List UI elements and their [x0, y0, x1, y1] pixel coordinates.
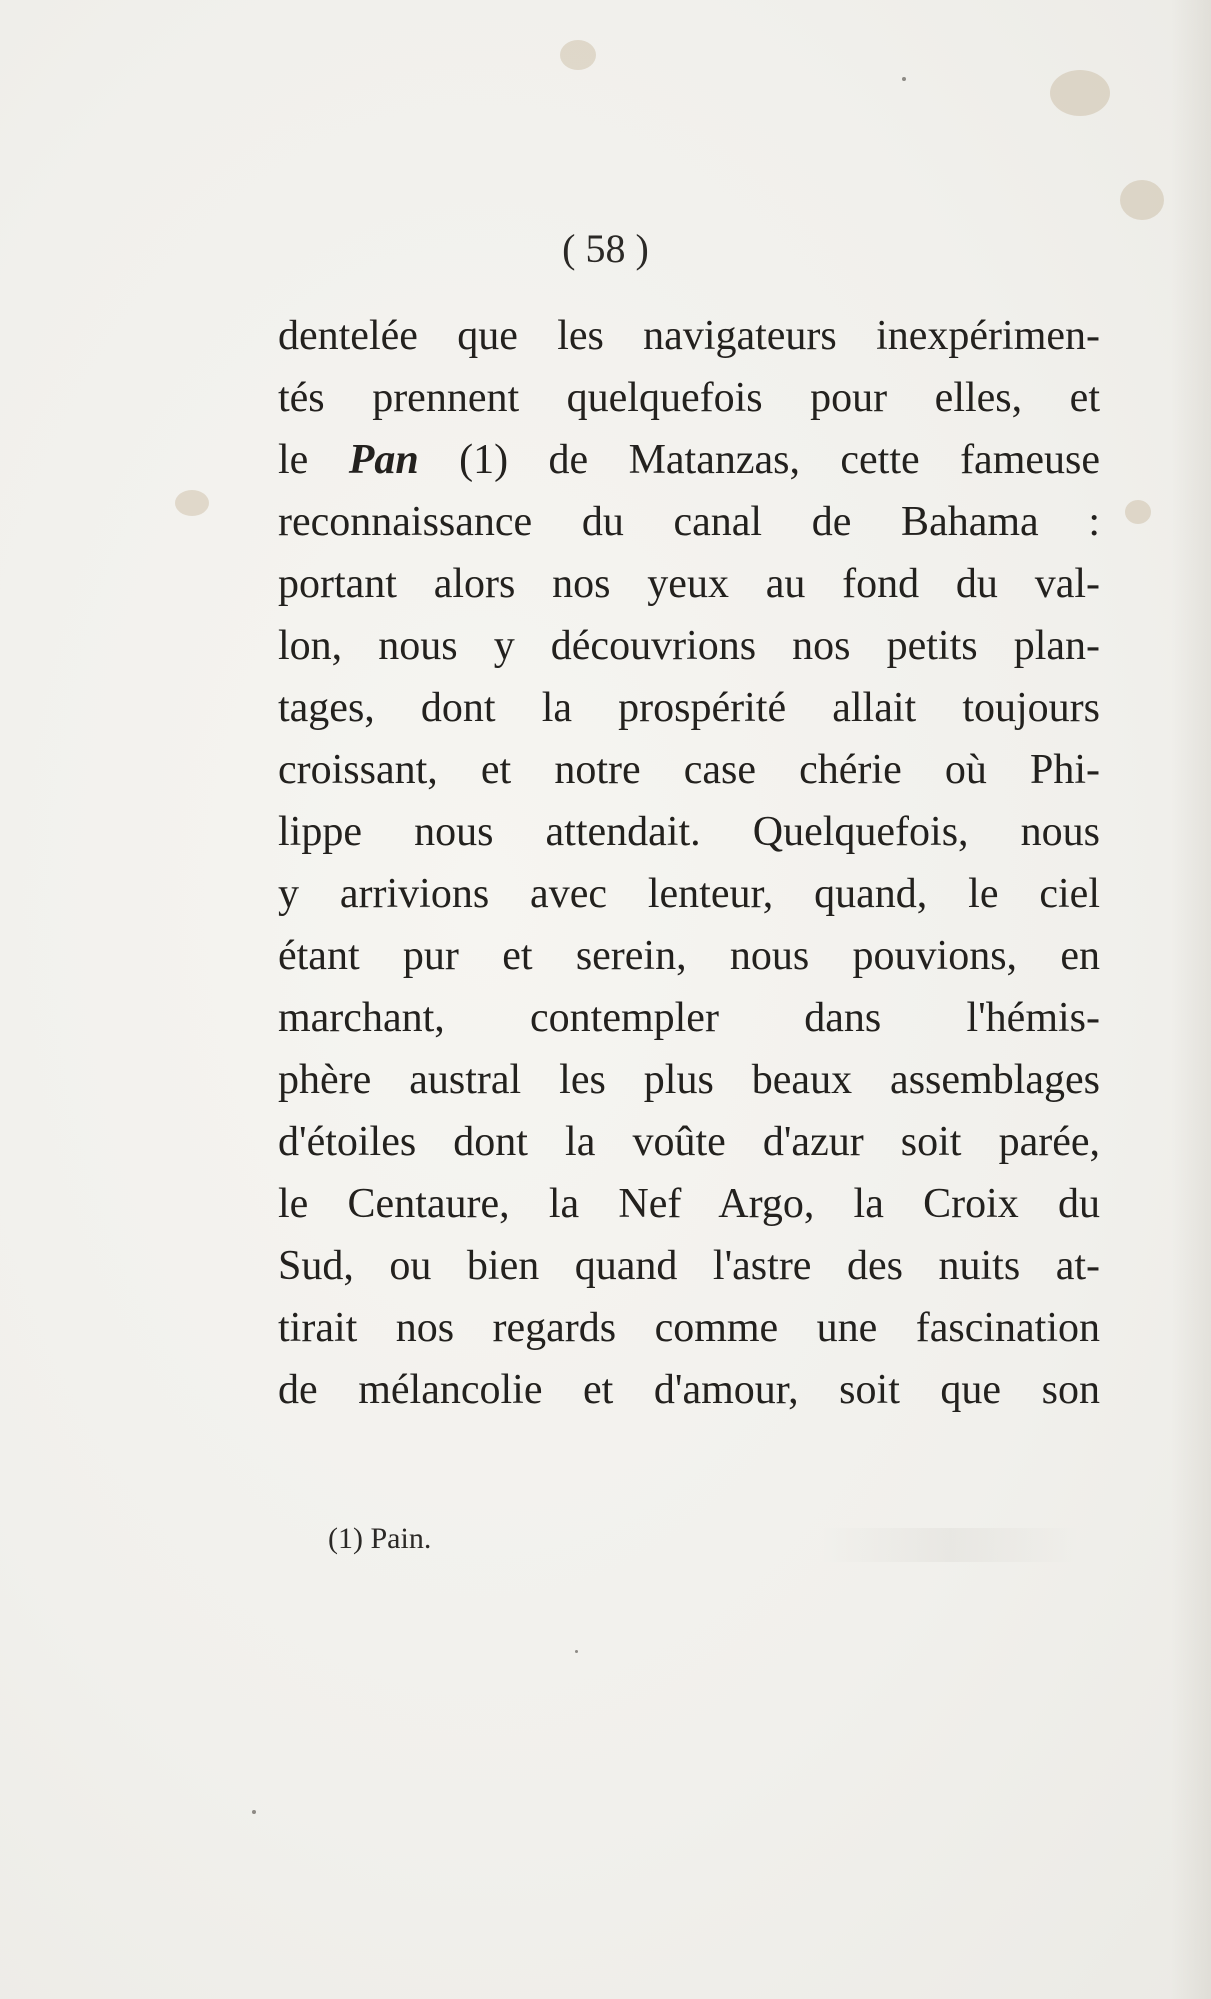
foxing-stain [560, 40, 596, 70]
text-line: le Pan (1) de Matanzas, cette fameuse [278, 437, 1100, 483]
foxing-stain [1125, 500, 1151, 524]
text-line: tages, dont la prospérité allait toujours [278, 685, 1100, 731]
text-line: Sud, ou bien quand l'astre des nuits at- [278, 1243, 1100, 1289]
text-line: lippe nous attendait. Quelquefois, nous [278, 809, 1100, 855]
text-line: dentelée que les navigateurs inexpérimen- [278, 313, 1100, 359]
text-line: le Centaure, la Nef Argo, la Croix du [278, 1181, 1100, 1227]
text-line: étant pur et serein, nous pouvions, en [278, 933, 1100, 979]
text-line: lon, nous y découvrions nos petits plan- [278, 623, 1100, 669]
text-line: portant alors nos yeux au fond du val- [278, 561, 1100, 607]
page-number: ( 58 ) [562, 226, 649, 271]
text-line: d'étoiles dont la voûte d'azur soit parée, [278, 1119, 1100, 1165]
page-edge-shadow [1171, 0, 1211, 1999]
text-line: phère austral les plus beaux assemblages [278, 1057, 1100, 1103]
foxing-stain [1120, 180, 1164, 220]
text-line: reconnaissance du canal de Bahama : [278, 499, 1100, 545]
text-line: tés prennent quelquefois pour elles, et [278, 375, 1100, 421]
text-line: tirait nos regards comme une fascination [278, 1305, 1100, 1351]
show-through-text [820, 1528, 1080, 1562]
footnote: (1) Pain. [328, 1522, 432, 1555]
paper-speck [902, 77, 906, 81]
text-line: y arrivions avec lenteur, quand, le ciel [278, 871, 1100, 917]
foxing-stain [175, 490, 209, 516]
body-text [278, 305, 1100, 1421]
paper-speck [575, 1650, 578, 1653]
text-line: marchant, contempler dans l'hémis- [278, 995, 1100, 1041]
italic-term: Pan [348, 437, 419, 483]
paper-speck [252, 1810, 256, 1814]
text-line: de mélancolie et d'amour, soit que son [278, 1367, 1100, 1413]
text-line: croissant, et notre case chérie où Phi- [278, 747, 1100, 793]
foxing-stain [1050, 70, 1110, 116]
